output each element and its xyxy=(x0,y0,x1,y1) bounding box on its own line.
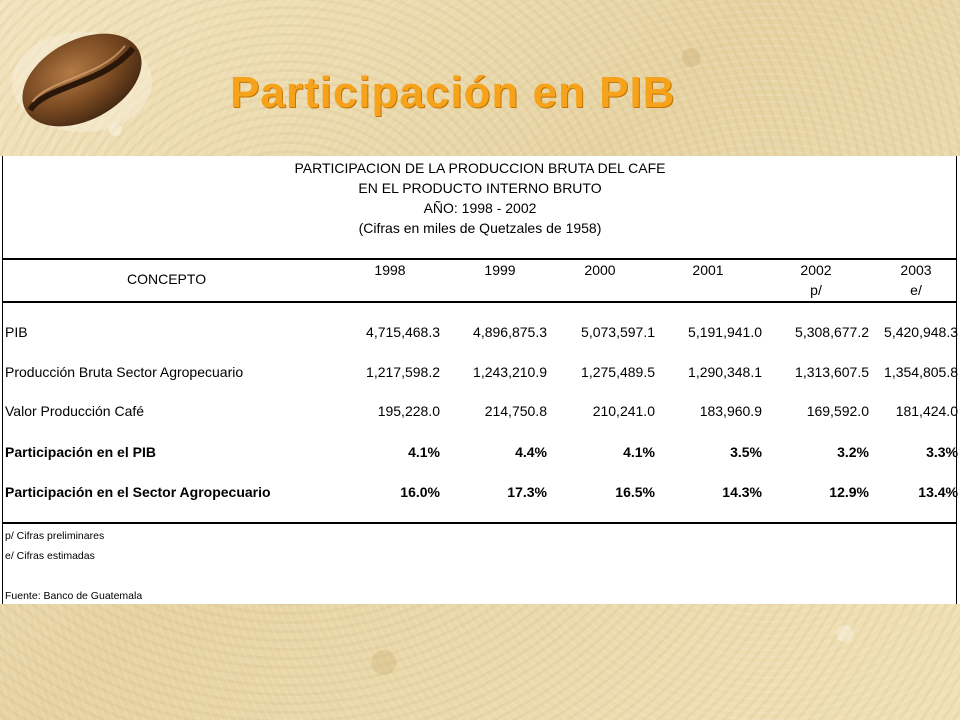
table-cell: 14.3% xyxy=(722,484,762,500)
concept-header: CONCEPTO xyxy=(127,271,207,287)
table-title-line-2: EN EL PRODUCTO INTERNO BRUTO xyxy=(358,180,602,196)
table-cell: 3.2% xyxy=(837,444,869,460)
body-bottom-rule xyxy=(2,522,957,524)
table-cell: 169,592.0 xyxy=(806,403,869,419)
table-cell: 4.1% xyxy=(623,444,655,460)
table-cell: 181,424.0 xyxy=(895,403,958,419)
table-cell: 5,308,677.2 xyxy=(795,324,869,340)
note-estimadas: e/ Cifras estimadas xyxy=(5,550,95,562)
table-cell: 195,228.0 xyxy=(377,403,440,419)
table-cell: 13.4% xyxy=(918,484,958,500)
header-bottom-rule xyxy=(2,301,957,303)
year-header-2003: 2003 xyxy=(900,262,932,278)
row-label-pib: PIB xyxy=(5,324,28,340)
row-label-cafe: Valor Producción Café xyxy=(5,403,145,419)
table-title-line-4: (Cifras en miles de Quetzales de 1958) xyxy=(358,220,602,236)
note-preliminares: p/ Cifras preliminares xyxy=(5,530,105,542)
table-cell: 214,750.8 xyxy=(484,403,547,419)
table-cell: 4,715,468.3 xyxy=(366,324,440,340)
row-label-participacion-agro: Participación en el Sector Agropecuario xyxy=(5,484,271,500)
table-cell: 17.3% xyxy=(507,484,547,500)
table-cell: 3.5% xyxy=(730,444,762,460)
row-label-agro: Producción Bruta Sector Agropecuario xyxy=(5,364,244,380)
table-cell: 1,290,348.1 xyxy=(688,364,762,380)
year-header-2000: 2000 xyxy=(584,262,616,278)
table-cell: 16.0% xyxy=(400,484,440,500)
year-header-1998: 1998 xyxy=(374,262,406,278)
table-cell: 1,243,210.9 xyxy=(473,364,547,380)
data-table-sheet xyxy=(0,156,960,604)
table-title-line-3: AÑO: 1998 - 2002 xyxy=(423,200,537,216)
table-cell: 4.4% xyxy=(515,444,547,460)
year-note-2002: p/ xyxy=(810,282,822,298)
slide-title: Participación en PIB xyxy=(230,68,676,117)
table-cell: 210,241.0 xyxy=(592,403,655,419)
row-label-participacion-pib: Participación en el PIB xyxy=(5,444,156,460)
table-title-line-1: PARTICIPACION DE LA PRODUCCION BRUTA DEL CAFE xyxy=(294,160,666,176)
table-cell: 1,275,489.5 xyxy=(581,364,655,380)
coffee-bean-icon xyxy=(8,20,156,138)
table-cell: 5,191,941.0 xyxy=(688,324,762,340)
table-cell: 5,073,597.1 xyxy=(581,324,655,340)
table-cell: 4,896,875.3 xyxy=(473,324,547,340)
source-note: Fuente: Banco de Guatemala xyxy=(5,590,143,602)
table-cell: 5,420,948.3 xyxy=(884,324,958,340)
table-cell: 3.3% xyxy=(926,444,958,460)
table-cell: 183,960.9 xyxy=(699,403,762,419)
table-cell: 1,354,805.8 xyxy=(884,364,958,380)
table-cell: 1,313,607.5 xyxy=(795,364,869,380)
year-header-2001: 2001 xyxy=(692,262,724,278)
table-cell: 16.5% xyxy=(615,484,655,500)
table-cell: 12.9% xyxy=(829,484,869,500)
year-header-2002: 2002 xyxy=(800,262,832,278)
header-top-rule xyxy=(2,258,957,260)
table-cell: 4.1% xyxy=(408,444,440,460)
table-cell: 1,217,598.2 xyxy=(366,364,440,380)
year-note-2003: e/ xyxy=(910,282,922,298)
year-header-1999: 1999 xyxy=(484,262,516,278)
